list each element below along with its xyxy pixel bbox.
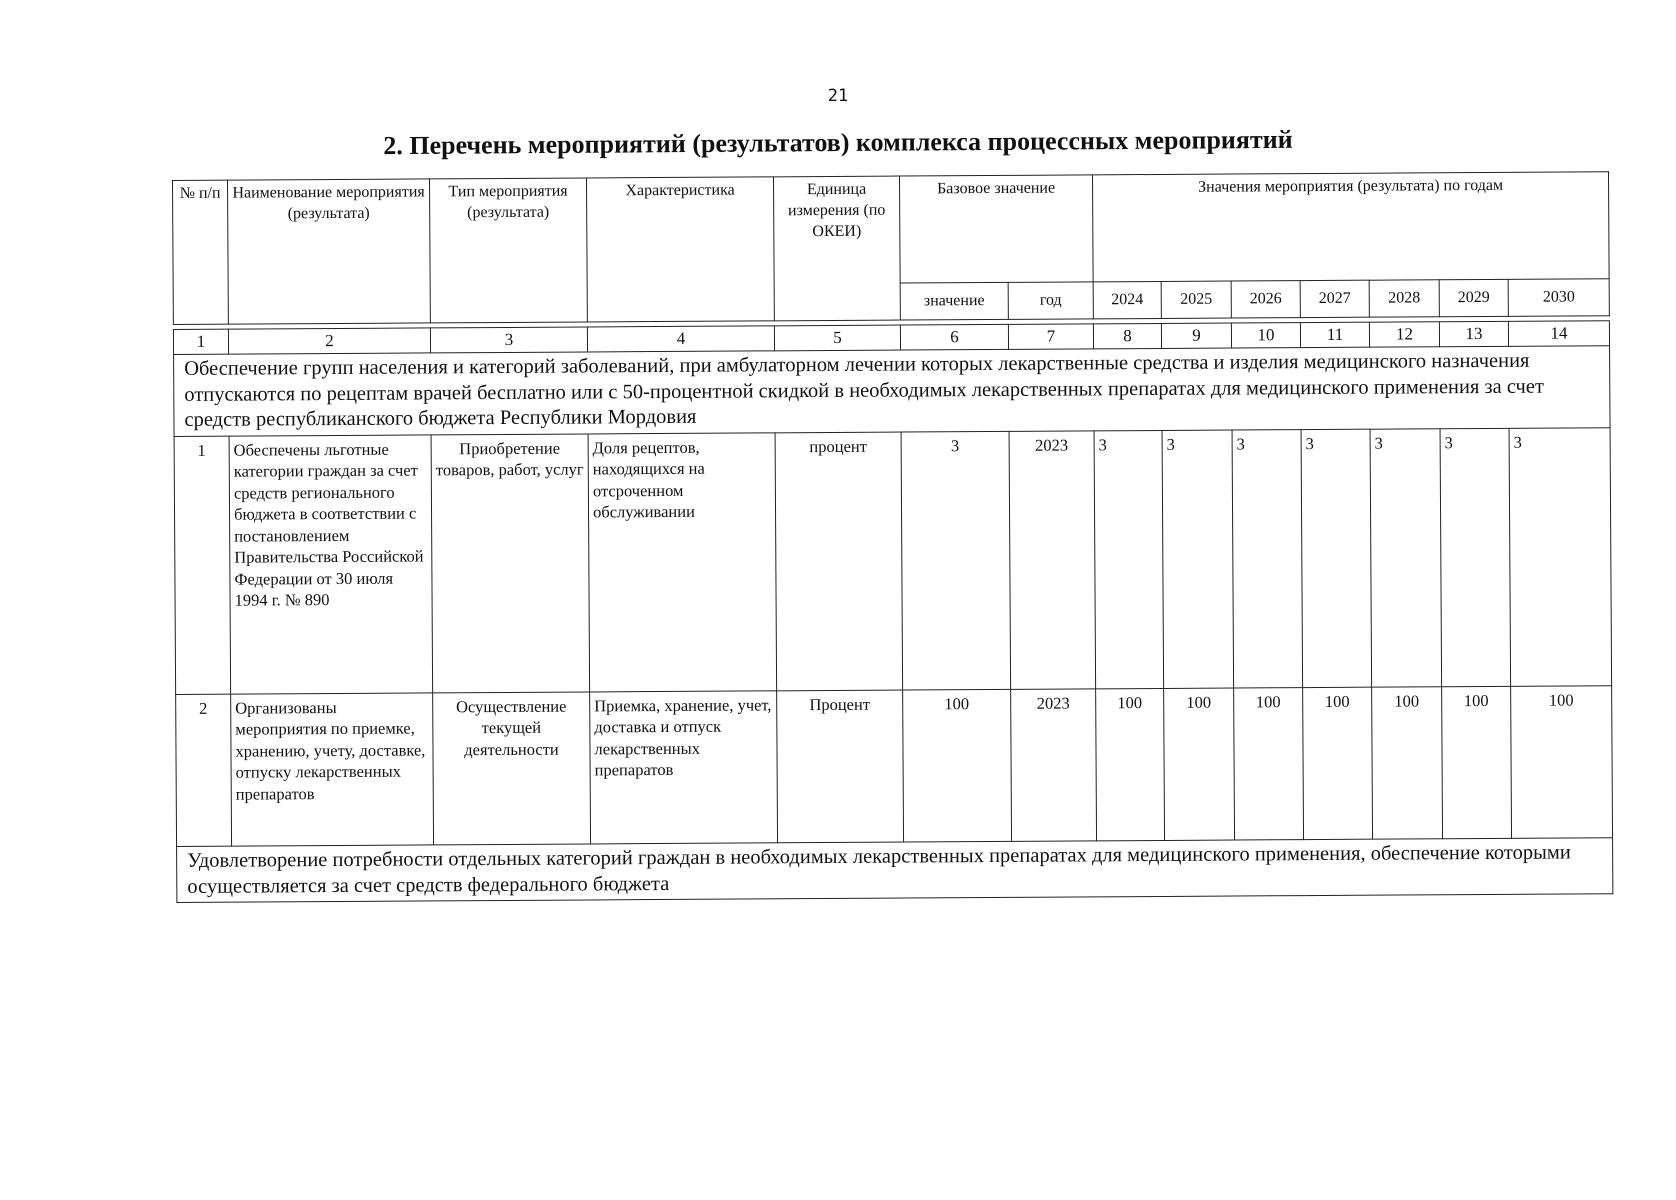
column-number: 14 — [1508, 321, 1609, 347]
header-type: Тип мероприятия (результата) — [429, 178, 587, 323]
header-year: 2024 — [1093, 281, 1161, 318]
row-base-year: 2023 — [1011, 689, 1097, 842]
events-table-container — [172, 171, 1612, 903]
row-year-value: 3 — [1094, 430, 1164, 688]
section-title: Удовлетворение потребности отдельных категорий граждан в необходимых лекарственных препаратах для медицинского применения, обеспечение которыми осуществляется за счет средств федерального бюджета — [177, 838, 1613, 903]
row-base-value: 100 — [903, 689, 1012, 842]
row-year-value: 3 — [1162, 430, 1234, 688]
column-number: 2 — [228, 328, 430, 354]
page-title: 2. Перечень мероприятий (результатов) комплекса процессных мероприятий — [383, 124, 1293, 161]
header-yearly-values: Значения мероприятия (результата) по годам — [1093, 172, 1610, 282]
column-number: 4 — [587, 326, 774, 352]
column-number: 3 — [430, 327, 587, 353]
header-year: 2029 — [1439, 279, 1508, 316]
row-unit: Процент — [777, 690, 904, 843]
row-year-value: 100 — [1234, 688, 1304, 840]
row-year-value: 100 — [1442, 686, 1512, 838]
row-year-value: 100 — [1096, 688, 1165, 840]
column-number: 7 — [1008, 324, 1093, 350]
section-title: Обеспечение групп населения и категорий заболеваний, при амбулаторном лечении которых лекарственные средства и изделия медицинского назначения отпускаются по рецептам врачей бесплатно или с 50-процентной скидкой в необходимых лекарственных препаратах для медицинского применения за счет средств республиканского бюджета Республики Мордовия — [174, 346, 1611, 437]
row-characteristic: Приемка, хранение, учет, доставка и отпуск лекарственных препаратов — [590, 691, 778, 844]
header-base-value: Базовое значение — [899, 175, 1093, 283]
column-number: 10 — [1231, 323, 1300, 349]
header-year: 2028 — [1369, 280, 1439, 317]
row-num: 1 — [174, 436, 231, 694]
table-row — [174, 428, 1612, 695]
header-year: 2030 — [1508, 279, 1609, 317]
column-number: 9 — [1161, 323, 1231, 349]
row-year-value: 3 — [1232, 430, 1303, 688]
row-year-value: 3 — [1509, 428, 1612, 687]
section-row — [174, 346, 1611, 437]
row-year-value: 100 — [1164, 688, 1235, 840]
column-number: 6 — [900, 324, 1008, 350]
column-number: 11 — [1300, 322, 1369, 348]
row-base-year: 2023 — [1009, 431, 1096, 690]
row-type: Приобретение товаров, работ, услуг — [431, 434, 590, 693]
row-year-value: 100 — [1372, 687, 1443, 839]
row-name: Обеспечены льготные категории граждан за счет средств регионального бюджета в соответствии с постановлением Правительства Российской Федерации от 30 июля 1994 г. № 890 — [229, 435, 433, 694]
row-year-value: 3 — [1301, 429, 1372, 687]
header-base-year-sub: год — [1008, 282, 1093, 320]
events-table — [172, 171, 1614, 903]
page-number: 21 — [827, 86, 849, 106]
header-characteristic: Характеристика — [586, 177, 774, 322]
row-year-value: 100 — [1511, 686, 1613, 839]
header-num: № п/п — [173, 180, 229, 324]
row-type: Осуществление текущей деятельности — [433, 692, 591, 845]
row-year-value: 3 — [1440, 428, 1511, 686]
row-num: 2 — [176, 694, 232, 846]
header-year: 2025 — [1161, 281, 1231, 318]
header-base-value-sub: значение — [900, 282, 1008, 320]
row-year-value: 3 — [1370, 429, 1442, 687]
column-number: 5 — [774, 325, 900, 351]
table-row — [176, 686, 1613, 847]
section-row — [177, 838, 1613, 903]
column-number: 1 — [173, 329, 228, 354]
column-number: 12 — [1369, 322, 1439, 348]
row-characteristic: Доля рецептов, находящихся на отсроченном обслуживании — [588, 433, 777, 692]
column-number: 13 — [1439, 321, 1508, 347]
row-name: Организованы мероприятия по приемке, хранению, учету, доставке, отпуску лекарственных препаратов — [231, 693, 434, 846]
header-year: 2026 — [1231, 281, 1300, 318]
row-year-value: 100 — [1303, 687, 1373, 839]
row-base-value: 3 — [901, 431, 1011, 690]
header-name: Наименование мероприятия (результата) — [228, 179, 431, 324]
column-number: 8 — [1093, 323, 1161, 349]
header-year: 2027 — [1300, 280, 1369, 317]
header-unit: Единица измерения (по ОКЕИ) — [773, 176, 900, 321]
row-unit: процент — [775, 432, 903, 691]
